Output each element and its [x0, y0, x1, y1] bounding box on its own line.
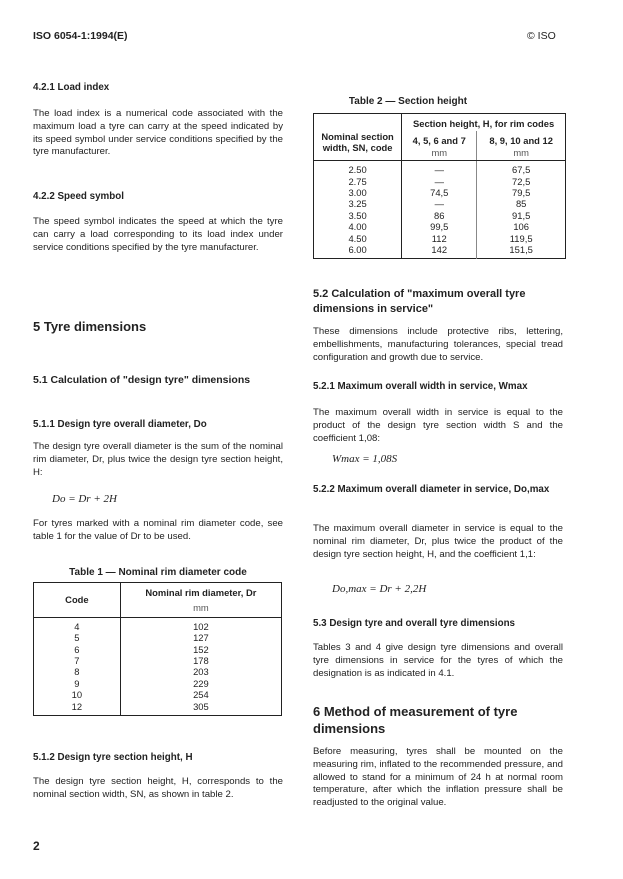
- paragraph-max-dimensions: These dimensions include protective ribs, lettering, embellishments, manufacturing tolerances, special tread configuration and growth due to service.: [313, 326, 563, 363]
- table-1-row: [34, 632, 282, 643]
- diameter-cell: 229: [193, 677, 209, 689]
- table-1-row: [34, 666, 282, 677]
- formula-max-width: Wmax = 1,08S: [332, 453, 398, 465]
- height-large-rim-cell: 79,5: [512, 187, 531, 199]
- table-2-header-rim-large: 8, 9, 10 and 12: [489, 135, 553, 147]
- table-1-row: [34, 617, 282, 632]
- table-2: [313, 113, 566, 259]
- table-2-caption: Table 2 — Section height: [348, 96, 468, 107]
- table-2-row: [314, 244, 566, 259]
- table-1-caption: Table 1 — Nominal rim diameter code: [69, 567, 247, 578]
- table-1-row: [34, 644, 282, 655]
- heading-5-1-2: 5.1.2 Design tyre section height, H: [33, 752, 193, 763]
- code-cell: 12: [34, 701, 121, 716]
- code-cell: 9: [34, 678, 121, 689]
- code-cell: 7: [34, 655, 121, 666]
- height-small-rim-cell: 86: [402, 210, 477, 221]
- paragraph-tables-3-4: Tables 3 and 4 give design tyre dimensions and overall tyre dimensions in service for the tyres of which the designation is as indicated in 4.1.: [313, 642, 563, 679]
- table-2-row: [314, 210, 566, 221]
- table-1-row: [34, 678, 282, 689]
- height-large-rim-cell: 151,5: [509, 244, 533, 256]
- height-small-rim-cell: —: [402, 161, 477, 176]
- width-code-cell: 3.00: [314, 187, 402, 198]
- table-1-row: [34, 655, 282, 666]
- height-large-rim-cell: 106: [513, 221, 529, 233]
- code-cell: 8: [34, 666, 121, 677]
- formula-design-diameter: Do = Dr + 2H: [52, 493, 117, 505]
- width-code-cell: 4.50: [314, 233, 402, 244]
- code-cell: 6: [34, 644, 121, 655]
- height-small-rim-cell: 112: [402, 233, 477, 244]
- table-1-unit: mm: [120, 598, 281, 617]
- diameter-cell: 127: [193, 632, 209, 644]
- diameter-cell: 254: [193, 689, 209, 701]
- height-large-rim-cell: 85: [515, 198, 527, 210]
- paragraph-rim-code: For tyres marked with a nominal rim diameter code, see table 1 for the value of Dr to be used.: [33, 518, 283, 542]
- paragraph-load-index: The load index is a numerical code associated with the maximum load a tyre can carry at the speed indicated by its speed symbol under service conditions specified by the tyre manufacturer.: [33, 108, 283, 158]
- height-large-rim-cell: 119,5: [509, 232, 533, 244]
- width-code-cell: 4.00: [314, 221, 402, 232]
- table-2-row: [314, 233, 566, 244]
- table-2-row: [314, 198, 566, 209]
- table-2-header-width: Nominal section width, SN, code: [314, 114, 402, 161]
- heading-5-2-1: 5.2.1 Maximum overall width in service, Wmax: [313, 381, 528, 392]
- heading-5-1-1: 5.1.1 Design tyre overall diameter, Do: [33, 419, 207, 430]
- height-large-rim-cell: 72,5: [512, 175, 531, 187]
- table-2-row: [314, 176, 566, 187]
- width-code-cell: 6.00: [314, 244, 402, 259]
- paragraph-design-diameter: The design tyre overall diameter is the sum of the nominal rim diameter, Dr, plus twice the design tyre section height, H:: [33, 441, 283, 478]
- header-copyright: © ISO: [527, 30, 556, 42]
- height-small-rim-cell: —: [402, 198, 477, 209]
- code-cell: 10: [34, 689, 121, 700]
- heading-4-2-1: 4.2.1 Load index: [33, 82, 110, 93]
- table-1-header-code: Code: [34, 583, 121, 618]
- heading-6: 6 Method of measurement of tyre dimensions: [313, 704, 518, 736]
- heading-5: 5 Tyre dimensions: [33, 319, 147, 334]
- table-2-row: [314, 161, 566, 176]
- table-2-header-span: Section height, H, for rim codes: [413, 118, 555, 129]
- table-1-row: [34, 701, 282, 716]
- diameter-cell: 305: [193, 700, 209, 712]
- diameter-cell: 102: [193, 620, 209, 632]
- height-small-rim-cell: 142: [402, 244, 477, 259]
- table-2-unit: mm: [431, 146, 448, 158]
- table-2-row: [314, 221, 566, 232]
- heading-5-2: 5.2 Calculation of "maximum overall tyre dimensions in service": [313, 288, 526, 315]
- formula-max-diameter: Do,max = Dr + 2,2H: [332, 583, 427, 595]
- paragraph-speed-symbol: The speed symbol indicates the speed at which the tyre can carry a load corresponding to its load index under service conditions specified by the tyre manufacturer.: [33, 216, 283, 253]
- heading-5-1: 5.1 Calculation of "design tyre" dimensions: [33, 374, 251, 386]
- table-2-unit: mm: [513, 146, 529, 158]
- paragraph-max-diameter: The maximum overall diameter in service is equal to the nominal rim diameter, Dr, plus twice the product of the design tyre section height, H, and the coefficient 1,1:: [313, 523, 563, 560]
- page-number: 2: [33, 839, 40, 853]
- table-1-row: [34, 689, 282, 700]
- paragraph-measurement: Before measuring, tyres shall be mounted on the measuring rim, inflated to the recommended pressure, and allowed to stand for a minimum of 24 h at normal room temperature, after which the inflation pressure shall be readjusted to the original value.: [313, 746, 563, 809]
- header-standard-number: ISO 6054-1:1994(E): [33, 30, 128, 42]
- height-small-rim-cell: —: [402, 176, 477, 187]
- code-cell: 4: [34, 617, 121, 632]
- height-large-rim-cell: 91,5: [512, 209, 531, 221]
- width-code-cell: 3.50: [314, 210, 402, 221]
- paragraph-section-height: The design tyre section height, H, corresponds to the nominal section width, SN, as shown in table 2.: [33, 776, 283, 800]
- table-2-row: [314, 187, 566, 198]
- table-1: [33, 582, 282, 716]
- code-cell: 5: [34, 632, 121, 643]
- heading-5-2-2: 5.2.2 Maximum overall diameter in service, Do,max: [313, 484, 550, 495]
- table-1-header-diameter: Nominal rim diameter, Dr: [145, 587, 257, 598]
- table-2-header-rim-small: 4, 5, 6 and 7: [412, 135, 466, 147]
- heading-4-2-2: 4.2.2 Speed symbol: [33, 191, 124, 202]
- height-large-rim-cell: 67,5: [512, 164, 531, 176]
- width-code-cell: 2.50: [314, 161, 402, 176]
- height-small-rim-cell: 99,5: [402, 221, 477, 232]
- height-small-rim-cell: 74,5: [402, 187, 477, 198]
- diameter-cell: 178: [193, 655, 209, 667]
- paragraph-max-width: The maximum overall width in service is equal to the product of the design tyre section width S and the coefficient 1,08:: [313, 407, 563, 444]
- diameter-cell: 203: [193, 666, 209, 678]
- diameter-cell: 152: [193, 643, 209, 655]
- heading-5-3: 5.3 Design tyre and overall tyre dimensions: [313, 618, 515, 629]
- width-code-cell: 3.25: [314, 198, 402, 209]
- width-code-cell: 2.75: [314, 176, 402, 187]
